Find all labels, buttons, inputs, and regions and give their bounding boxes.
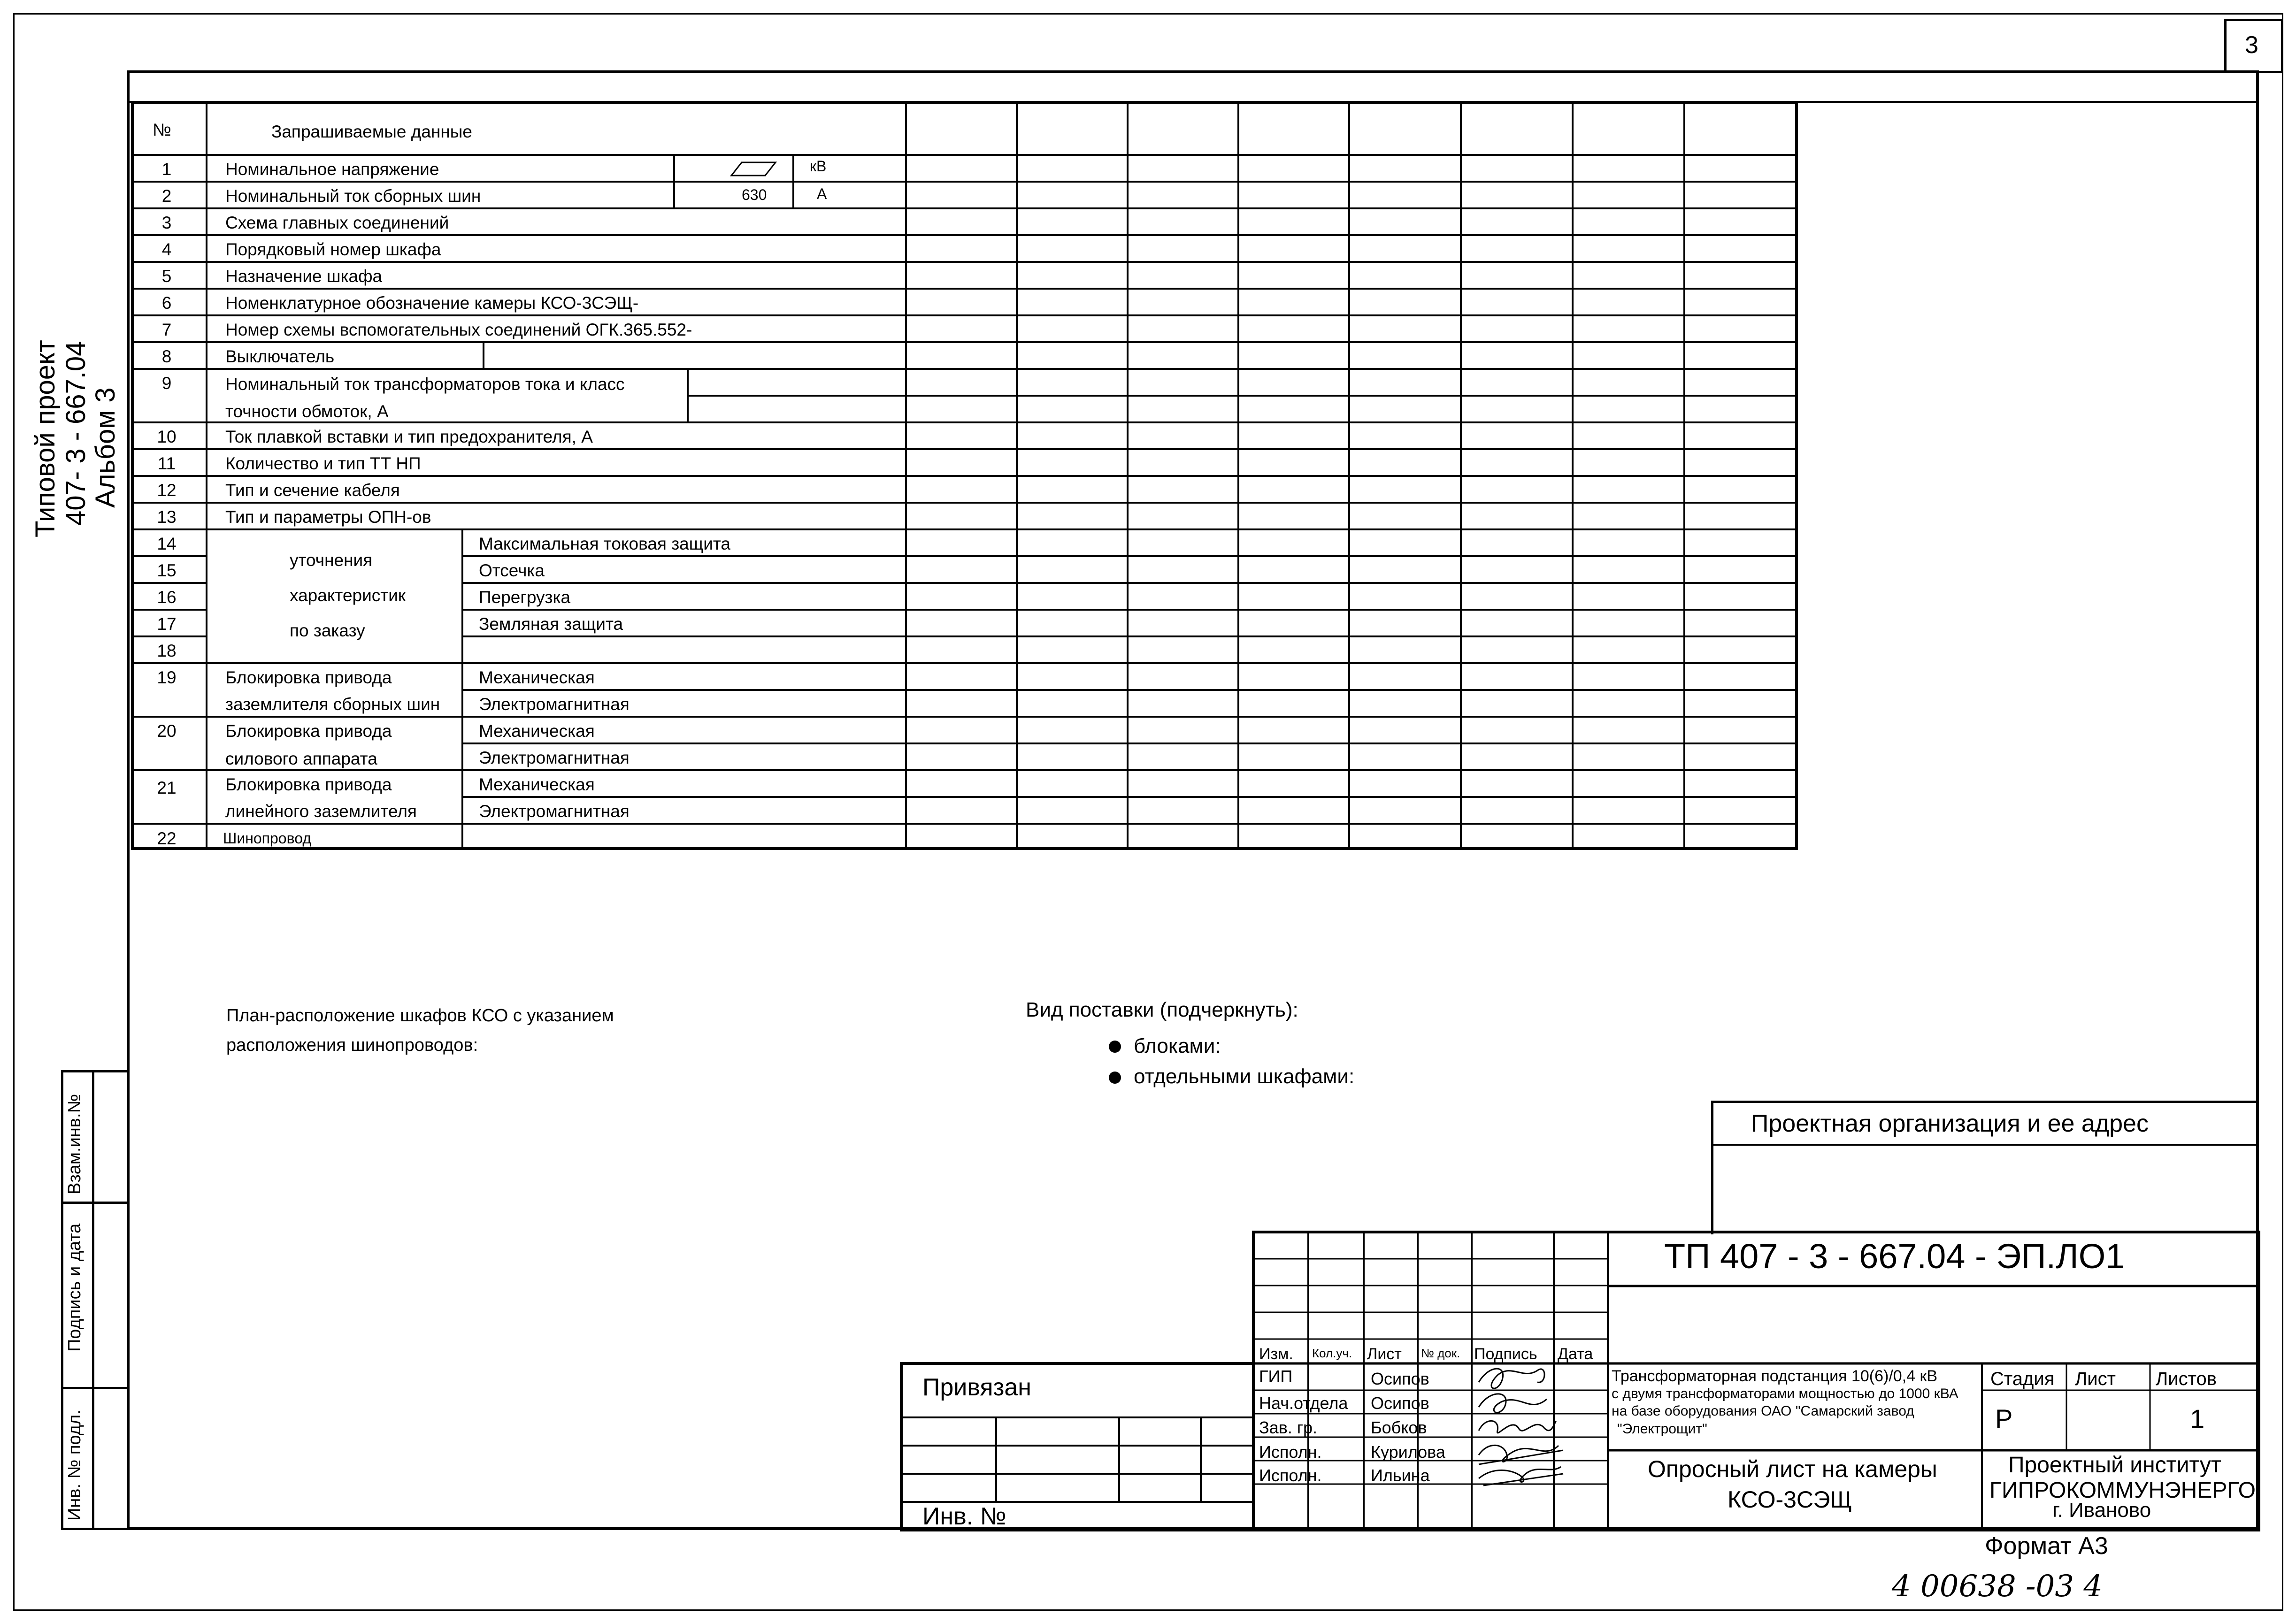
row-label-12: Тип и сечение кабеля bbox=[225, 481, 400, 500]
row-label-5: Назначение шкафа bbox=[225, 267, 383, 286]
signer-name-3: Бобков bbox=[1371, 1418, 1427, 1437]
doc-code: ТП 407 - 3 - 667.04 - ЭП.ЛО1 bbox=[1664, 1237, 2125, 1276]
row-value-2: 630 bbox=[742, 186, 767, 203]
row-no-20: 20 bbox=[157, 721, 177, 741]
row-no-15: 15 bbox=[157, 561, 177, 580]
row22-label: Шинопровод bbox=[223, 830, 311, 847]
signature-icon bbox=[1479, 1421, 1556, 1433]
format-label: Формат А3 bbox=[1985, 1532, 2108, 1560]
signer-name-5: Ильина bbox=[1371, 1466, 1430, 1485]
rev-header-koluch: Кол.уч. bbox=[1312, 1346, 1352, 1360]
row-no-21: 21 bbox=[157, 778, 177, 797]
row-label-11: Количество и тип ТТ НП bbox=[225, 454, 421, 473]
sheets-value: 1 bbox=[2190, 1404, 2205, 1433]
group-item-3: Перегрузка bbox=[479, 588, 571, 607]
stage-value: Р bbox=[1995, 1404, 2013, 1433]
row19-right-a: Механическая bbox=[479, 668, 595, 687]
signer-role-4: Исполн. bbox=[1259, 1442, 1322, 1462]
project-title-1: Трансформаторная подстанция 10(6)/0,4 кВ bbox=[1612, 1367, 1938, 1385]
institute-line3: г. Иваново bbox=[2052, 1499, 2151, 1522]
handwritten-number: 4 00638 -03 4 bbox=[1892, 1569, 2103, 1604]
plan-note-line2: расположения шинопроводов: bbox=[226, 1035, 478, 1055]
row19-left-a: Блокировка привода bbox=[225, 668, 392, 687]
row20-right-a: Механическая bbox=[479, 721, 595, 741]
group-item-4: Земляная защита bbox=[479, 614, 623, 634]
row20-right-b: Электромагнитная bbox=[479, 748, 630, 767]
row-no-16: 16 bbox=[157, 588, 177, 607]
signature-icon bbox=[1479, 1369, 1544, 1388]
left-stamp-line3: Альбом 3 bbox=[90, 387, 121, 508]
org-box-title: Проектная организация и ее адрес bbox=[1751, 1110, 2149, 1137]
supply-title: Вид поставки (подчеркнуть): bbox=[1026, 998, 1298, 1021]
row-no-6: 6 bbox=[161, 293, 172, 313]
row-label-2: Номинальный ток сборных шин bbox=[225, 186, 481, 206]
row-no-17: 17 bbox=[157, 614, 177, 634]
signer-name-4: Курилова bbox=[1371, 1442, 1445, 1462]
institute-line2: ГИПРОКОММУНЭНЕРГО bbox=[1989, 1478, 2256, 1503]
row-no-13: 13 bbox=[157, 507, 177, 527]
group-left-1: уточнения bbox=[290, 551, 373, 570]
signer-role-5: Исполн. bbox=[1259, 1466, 1322, 1485]
row-label-13: Тип и параметры ОПН-ов bbox=[225, 507, 431, 527]
row-no-5: 5 bbox=[161, 267, 172, 286]
row-label-10: Ток плавкой вставки и тип предохранителя, А bbox=[225, 427, 593, 446]
page-number: 3 bbox=[2245, 31, 2258, 59]
row21-left-a: Блокировка привода bbox=[225, 775, 392, 794]
row-unit-2: А bbox=[817, 185, 827, 202]
row-no-19: 19 bbox=[157, 668, 177, 687]
signature-icon bbox=[1479, 1467, 1563, 1485]
row-no-12: 12 bbox=[157, 481, 177, 500]
header-no: № bbox=[153, 120, 171, 139]
row-label-9b: точности обмоток, А bbox=[225, 402, 389, 421]
row20-left-b: силового аппарата bbox=[225, 749, 377, 768]
row-no-7: 7 bbox=[161, 320, 172, 339]
rev-header-signature: Подпись bbox=[1474, 1345, 1537, 1363]
side-label-vzam: Взам.инв.№ bbox=[65, 1094, 84, 1194]
group-item-2: Отсечка bbox=[479, 561, 545, 580]
group-left-3: по заказу bbox=[290, 621, 365, 640]
side-label-inv: Инв. № подл. bbox=[65, 1409, 84, 1521]
header-label: Запрашиваемые данные bbox=[271, 122, 472, 141]
institute-line1: Проектный институт bbox=[2008, 1453, 2221, 1478]
side-label-podpis: Подпись и дата bbox=[65, 1223, 84, 1352]
sheet-title-1: Опросный лист на камеры bbox=[1648, 1456, 1937, 1482]
row-no-2: 2 bbox=[161, 186, 172, 206]
row-label-1: Номинальное напряжение bbox=[225, 160, 439, 179]
rev-header-nodoc: № док. bbox=[1421, 1346, 1460, 1360]
signature-icon bbox=[1479, 1394, 1547, 1413]
sheets-header: Листов bbox=[2156, 1369, 2217, 1389]
row-no-10: 10 bbox=[157, 427, 177, 446]
row-no-1: 1 bbox=[161, 160, 172, 179]
group-left-2: характеристик bbox=[290, 586, 406, 605]
row-no-4: 4 bbox=[161, 240, 172, 259]
row-label-9a: Номинальный ток трансформаторов тока и класс bbox=[225, 375, 625, 394]
signer-role-3: Зав. гр. bbox=[1259, 1418, 1318, 1437]
signer-name-1: Осипов bbox=[1371, 1369, 1429, 1388]
row-no-22: 22 bbox=[157, 829, 177, 848]
row-label-8: Выключатель bbox=[225, 347, 335, 366]
row20-left-a: Блокировка привода bbox=[225, 721, 392, 741]
stage-header: Стадия bbox=[1990, 1369, 2055, 1389]
row-unit-1: кВ bbox=[810, 158, 827, 175]
sheet-title-2: КСО-3СЭЩ bbox=[1728, 1486, 1852, 1513]
row21-right-a: Механическая bbox=[479, 775, 595, 794]
plan-note-line1: План-расположение шкафов КСО с указанием bbox=[226, 1006, 614, 1026]
row-no-18: 18 bbox=[157, 641, 177, 660]
left-stamp-line2: 407- 3 - 667.04 bbox=[61, 341, 91, 526]
rev-header-date: Дата bbox=[1558, 1345, 1593, 1363]
signer-role-2: Нач.отдела bbox=[1259, 1393, 1348, 1413]
row-no-14: 14 bbox=[157, 534, 177, 553]
row-no-8: 8 bbox=[161, 347, 172, 366]
signer-role-1: ГИП bbox=[1259, 1367, 1293, 1386]
project-title-2: с двумя трансформаторами мощностью до 1000 кВА bbox=[1612, 1386, 1958, 1401]
row-label-6: Номенклатурное обозначение камеры КСО-3СЭЩ- bbox=[225, 293, 639, 313]
row-label-3: Схема главных соединений bbox=[225, 213, 449, 232]
row19-right-b: Электромагнитная bbox=[479, 695, 630, 714]
row21-left-b: линейного заземлителя bbox=[225, 802, 417, 821]
row-no-9: 9 bbox=[161, 374, 172, 393]
sheet-header: Лист bbox=[2075, 1369, 2116, 1389]
row-label-4: Порядковый номер шкафа bbox=[225, 240, 441, 259]
signature-icon bbox=[1479, 1445, 1563, 1464]
group-item-1: Максимальная токовая защита bbox=[479, 534, 730, 553]
project-title-3: на базе оборудования ОАО "Самарский завод bbox=[1612, 1403, 1914, 1419]
signer-name-2: Осипов bbox=[1371, 1393, 1429, 1413]
supply-option-blocks[interactable]: блоками: bbox=[1134, 1034, 1221, 1057]
rev-header-list: Лист bbox=[1367, 1345, 1402, 1363]
row-no-3: 3 bbox=[161, 213, 172, 232]
supply-option-cabinets[interactable]: отдельными шкафами: bbox=[1134, 1065, 1355, 1088]
left-stamp-line1: Типовой проект bbox=[30, 340, 61, 537]
project-title-4: "Электрощит" bbox=[1617, 1421, 1707, 1437]
row19-left-b: заземлителя сборных шин bbox=[225, 695, 440, 714]
bound-label: Привязан bbox=[922, 1374, 1032, 1401]
row-label-7: Номер схемы вспомогательных соединений ОГК.365.552- bbox=[225, 320, 692, 339]
inv-label: Инв. № bbox=[922, 1503, 1006, 1530]
row-no-11: 11 bbox=[157, 454, 176, 473]
rev-header-izm: Изм. bbox=[1259, 1345, 1293, 1363]
row21-right-b: Электромагнитная bbox=[479, 802, 630, 821]
